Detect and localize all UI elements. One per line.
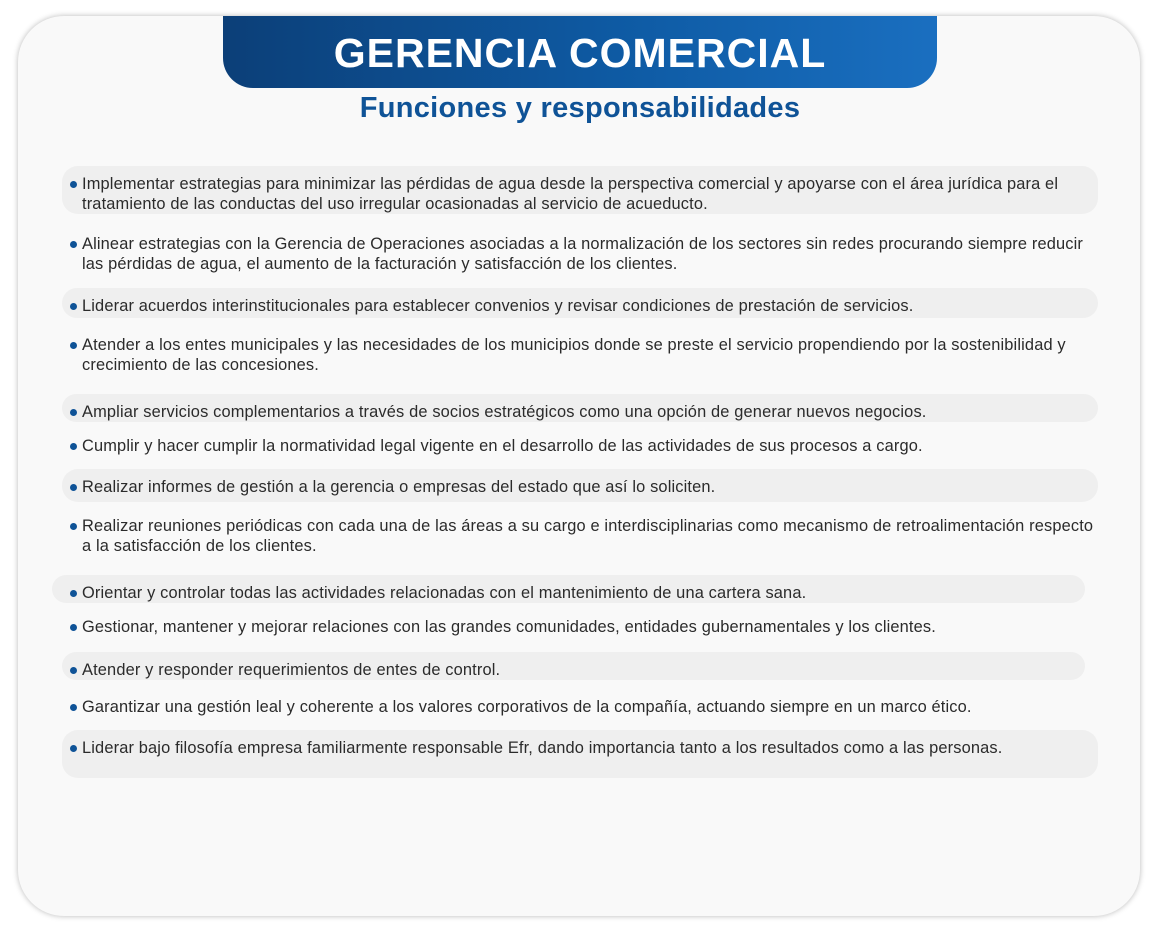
bullet-icon — [70, 303, 77, 310]
list-item — [62, 689, 1098, 719]
bullet-icon — [70, 704, 77, 711]
list-item-text: Ampliar servicios complementarios a través de socios estratégicos como una opción de generar nuevos negocios. — [82, 403, 927, 421]
list-item-text: Gestionar, mantener y mejorar relaciones con las grandes comunidades, entidades gubernamentales y los clientes. — [82, 618, 936, 636]
list-item-text: Cumplir y hacer cumplir la normatividad legal vigente en el desarrollo de las actividades de sus procesos a cargo. — [82, 437, 923, 455]
bullet-icon — [70, 590, 77, 597]
list-item — [52, 575, 1085, 603]
bullet-icon — [70, 241, 77, 248]
list-item-text: Alinear estrategias con la Gerencia de Operaciones asociadas a la normalización de los sectores sin redes procurando siempre reducir las pérdidas de agua, el aumento de la facturación y satisfacción de los clientes. — [82, 235, 1084, 273]
bullet-icon — [70, 443, 77, 450]
bullet-icon — [70, 484, 77, 491]
content-card — [18, 16, 1140, 916]
list-item-text: Atender a los entes municipales y las necesidades de los municipios donde se preste el servicio propendiendo por la sostenibilidad y crecimiento de las concesiones. — [82, 336, 1066, 374]
list-item — [62, 226, 1098, 274]
list-item-text: Realizar reuniones periódicas con cada una de las áreas a su cargo e interdisciplinarias como mecanismo de retroalimentación respecto a la satisfacción de los clientes. — [82, 517, 1094, 555]
page-title: GERENCIA COMERCIAL — [333, 29, 827, 76]
list-item-text: Realizar informes de gestión a la gerencia o empresas del estado que así lo soliciten. — [82, 478, 716, 496]
list-item — [62, 428, 1098, 458]
bullet-icon — [70, 409, 77, 416]
list-item — [62, 166, 1098, 214]
list-item — [62, 508, 1098, 556]
bullet-icon — [70, 523, 77, 530]
list-item-text: Orientar y controlar todas las actividades relacionadas con el mantenimiento de una cartera sana. — [82, 584, 807, 602]
list-item — [62, 730, 1098, 778]
list-item — [62, 394, 1098, 422]
bullet-icon — [70, 181, 77, 188]
page-subtitle: Funciones y responsabilidades — [359, 92, 801, 124]
list-item-text: Liderar acuerdos interinstitucionales para establecer convenios y revisar condiciones de prestación de servicios. — [82, 297, 914, 315]
bullet-icon — [70, 624, 77, 631]
list-item — [62, 652, 1085, 680]
list-item — [62, 609, 1098, 639]
list-item — [62, 327, 1098, 375]
list-item-text: Atender y responder requerimientos de entes de control. — [82, 661, 501, 679]
list-item — [62, 288, 1098, 318]
list-item-text: Liderar bajo filosofía empresa familiarmente responsable Efr, dando importancia tanto a los resultados como a las personas. — [82, 739, 1003, 757]
list-item-text: Implementar estrategias para minimizar las pérdidas de agua desde la perspectiva comercial y apoyarse con el área jurídica para el tratamiento de las conductas del uso irregular ocasionadas al servicio de acueducto. — [82, 175, 1059, 213]
list-item — [62, 469, 1098, 502]
bullet-icon — [70, 667, 77, 674]
bullet-icon — [70, 745, 77, 752]
bullet-icon — [70, 342, 77, 349]
header-banner — [223, 16, 937, 88]
list-item-text: Garantizar una gestión leal y coherente a los valores corporativos de la compañía, actuando siempre en un marco ético. — [82, 698, 972, 716]
